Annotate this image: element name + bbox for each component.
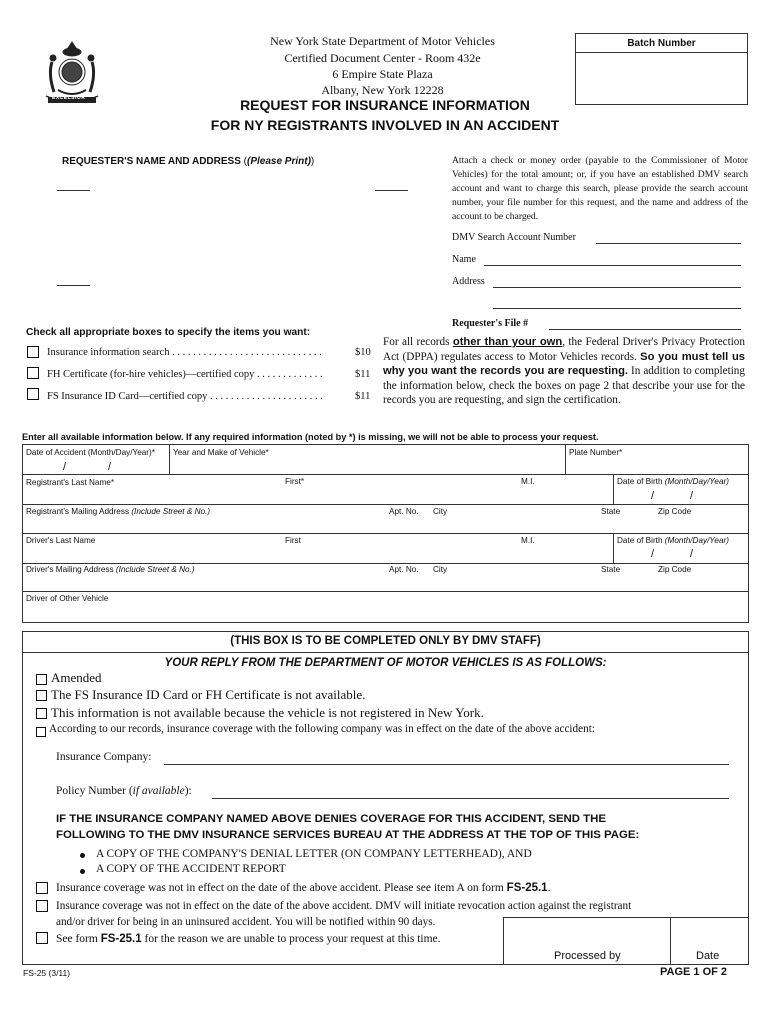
amended-label: Amended: [51, 670, 102, 685]
see-form-label: See form FS-25.1 for the reason we are unable to process your request at this time.: [56, 933, 441, 945]
registrant-dob-input[interactable]: [614, 487, 746, 503]
account-address-input[interactable]: [493, 287, 741, 288]
accident-report-item: A COPY OF THE ACCIDENT REPORT: [96, 863, 286, 875]
not-in-effect-b-line1: Insurance coverage was not in effect on the date of the above accident. DMV will initiate revocation action against the registrant: [56, 900, 632, 912]
registrant-state-label: State: [601, 507, 621, 516]
see-form-checkbox[interactable]: [36, 932, 48, 944]
driver-mi-label: M.I.: [521, 536, 535, 545]
item-fs-insurance-card[interactable]: [27, 386, 377, 402]
accident-info-grid: [22, 444, 749, 623]
agency-name: New York State Department of Motor Vehicles: [270, 34, 495, 48]
not-registered-checkbox[interactable]: [36, 708, 47, 719]
insurance-search-checkbox[interactable]: [27, 346, 39, 358]
accident-date-slash-1: /: [63, 461, 67, 473]
account-name-input[interactable]: [484, 265, 741, 266]
dmv-box-title: (THIS BOX IS TO BE COMPLETED ONLY BY DMV STAFF): [230, 635, 541, 647]
insurance-search-price: $10: [355, 347, 371, 358]
registrant-dob-label: Date of Birth (Month/Day/Year): [617, 477, 729, 486]
form-title-line2: FOR NY REGISTRANTS INVOLVED IN AN ACCIDENT: [210, 117, 560, 133]
driver-dob-input[interactable]: [614, 546, 746, 562]
state-seal: [38, 38, 106, 110]
batch-number-label: Batch Number: [627, 38, 696, 49]
processed-by-input[interactable]: [504, 918, 670, 948]
insurance-company-label: Insurance Company:: [56, 751, 152, 763]
date-label: Date: [696, 950, 720, 962]
date-of-accident-label: Date of Accident (Month/Day/Year)*: [26, 448, 155, 457]
driver-dob-label: Date of Birth (Month/Day/Year): [617, 536, 729, 545]
requester-name-line[interactable]: [57, 190, 90, 191]
form-number: FS-25 (3/11): [23, 968, 71, 978]
amended-checkbox[interactable]: [36, 674, 47, 685]
plate-number-input[interactable]: [566, 457, 746, 473]
account-name-label: Name: [452, 254, 476, 265]
registrant-mi-label: M.I.: [521, 477, 535, 486]
driver-mail-label: Driver's Mailing Address (Include Street & No.): [26, 565, 195, 574]
driver-apt-label: Apt. No.: [389, 565, 419, 574]
date-input[interactable]: [671, 918, 749, 948]
processed-by-label: Processed by: [554, 950, 621, 962]
registrant-dob-slash-2: /: [690, 490, 694, 502]
driver-name-input[interactable]: [24, 546, 612, 562]
form-instruction: Enter all available information below. If any required information (noted by *) is missing, we will not be able to process your request.: [22, 432, 599, 442]
other-driver-label: Driver of Other Vehicle: [26, 594, 109, 603]
not-in-effect-b-line2: and/or driver for being in an uninsured accident. You will be notified within 90 days.: [56, 916, 436, 928]
fh-certificate-price: $11: [355, 369, 371, 380]
fh-certificate-checkbox[interactable]: [27, 367, 39, 379]
batch-number-box[interactable]: [575, 33, 748, 105]
agency-city: Albany, New York 12228: [321, 83, 444, 97]
bullet-dot-2: [80, 869, 85, 874]
not-in-effect-b-checkbox[interactable]: [36, 900, 48, 912]
fs-card-label: FS Insurance ID Card—certified copy . . . . . . . . . . . . . . . . . . . . . .: [47, 391, 323, 402]
registrant-dob-slash-1: /: [651, 490, 655, 502]
requester-file-input[interactable]: [549, 329, 741, 330]
agency-street: 6 Empire State Plaza: [332, 67, 433, 81]
driver-city-label: City: [433, 565, 448, 574]
requester-address-line[interactable]: [57, 285, 90, 286]
driver-address-input[interactable]: [24, 575, 746, 590]
seal-motto: EXCELSIOR: [52, 95, 86, 101]
fs-card-checkbox[interactable]: [27, 388, 39, 400]
policy-number-label: Policy Number (if available):: [56, 785, 192, 797]
bullet-dot-1: [80, 853, 85, 858]
denies-line-1: IF THE INSURANCE COMPANY NAMED ABOVE DENIES COVERAGE FOR THIS ACCIDENT, SEND THE: [56, 813, 606, 825]
registrant-zip-label: Zip Code: [658, 507, 692, 516]
registrant-city-label: City: [433, 507, 448, 516]
fh-certificate-label: FH Certificate (for-hire vehicles)—certified copy . . . . . . . . . . . . .: [47, 369, 323, 380]
year-make-input[interactable]: [170, 457, 564, 473]
search-account-input[interactable]: [596, 243, 741, 244]
denies-line-2: FOLLOWING TO THE DMV INSURANCE SERVICES BUREAU AT THE ADDRESS AT THE TOP OF THIS PAGE:: [56, 829, 640, 841]
according-checkbox[interactable]: [36, 727, 46, 737]
not-available-checkbox[interactable]: [36, 690, 47, 701]
other-driver-input[interactable]: [24, 604, 746, 620]
plate-number-label: Plate Number*: [569, 448, 623, 457]
insurance-company-input[interactable]: [164, 764, 729, 765]
dppa-notice: For all records other than your own, the Federal Driver's Privacy Protection Act (DPPA) regulates access to Motor Vehicles records. So you must tell us why you want the records you are requesting. In addition to completing the information below, check the boxes on page 2 that describe your use for the records you are requesting, and sign the certification.: [383, 336, 745, 406]
item-fh-certificate[interactable]: [27, 365, 377, 381]
driver-last-label: Driver's Last Name: [26, 536, 96, 545]
requester-label: REQUESTER'S NAME AND ADDRESS ((Please Print)): [62, 156, 315, 167]
dmv-reply-heading: YOUR REPLY FROM THE DEPARTMENT OF MOTOR VEHICLES IS AS FOLLOWS:: [164, 657, 607, 669]
driver-dob-slash-2: /: [690, 548, 694, 560]
driver-zip-label: Zip Code: [658, 565, 692, 574]
not-available-label: The FS Insurance ID Card or FH Certificate is not available.: [51, 687, 366, 702]
driver-first-label: First: [285, 536, 301, 545]
denial-letter-item: A COPY OF THE COMPANY'S DENIAL LETTER (ON COMPANY LETTERHEAD), AND: [96, 848, 532, 860]
item-insurance-search[interactable]: [27, 344, 377, 360]
registrant-last-label: Registrant's Last Name*: [26, 478, 115, 487]
dmv-staff-box: [22, 631, 749, 965]
agency-center: Certified Document Center - Room 432e: [284, 51, 481, 65]
according-label: According to our records, insurance coverage with the following company was in effect on the date of the above accident:: [49, 723, 595, 735]
requester-file-label: Requester's File #: [452, 318, 529, 329]
registrant-address-input[interactable]: [24, 517, 746, 532]
year-make-label: Year and Make of Vehicle*: [173, 448, 269, 457]
registrant-apt-label: Apt. No.: [389, 507, 419, 516]
date-of-accident-input[interactable]: [24, 457, 168, 473]
page-number: PAGE 1 OF 2: [660, 966, 728, 978]
registrant-name-input[interactable]: [24, 487, 612, 503]
not-in-effect-a-label: Insurance coverage was not in effect on the date of the above accident. Please see item A on form FS-25.1.: [56, 882, 551, 894]
search-account-label: DMV Search Account Number: [452, 232, 576, 243]
registrant-first-label: First*: [285, 477, 305, 486]
items-heading: Check all appropriate boxes to specify the items you want:: [26, 327, 311, 338]
account-address-input-2[interactable]: [493, 308, 741, 309]
form-title-line1: REQUEST FOR INSURANCE INFORMATION: [240, 97, 530, 113]
insurance-search-label: Insurance information search . . . . . . . . . . . . . . . . . . . . . . . . . . . . .: [47, 347, 322, 358]
registrant-mail-label: Registrant's Mailing Address (Include Street & No.): [26, 507, 211, 516]
requester-name-line-end[interactable]: [375, 190, 408, 191]
driver-state-label: State: [601, 565, 621, 574]
account-address-label: Address: [452, 276, 485, 287]
payment-instructions: Attach a check or money order (payable to the Commissioner of Motor Vehicles) for the total amount; or, if you have an established DMV search account and want to charge this search, please provide the search account number, your file number for this request, and the name and address of the account to be charged.: [452, 155, 748, 222]
not-in-effect-a-checkbox[interactable]: [36, 882, 48, 894]
driver-dob-slash-1: /: [651, 548, 655, 560]
accident-date-slash-2: /: [108, 461, 112, 473]
policy-number-input[interactable]: [212, 798, 729, 799]
processed-box: [503, 917, 749, 964]
not-registered-label: This information is not available because the vehicle is not registered in New York.: [51, 705, 484, 720]
fs-card-price: $11: [355, 391, 371, 402]
